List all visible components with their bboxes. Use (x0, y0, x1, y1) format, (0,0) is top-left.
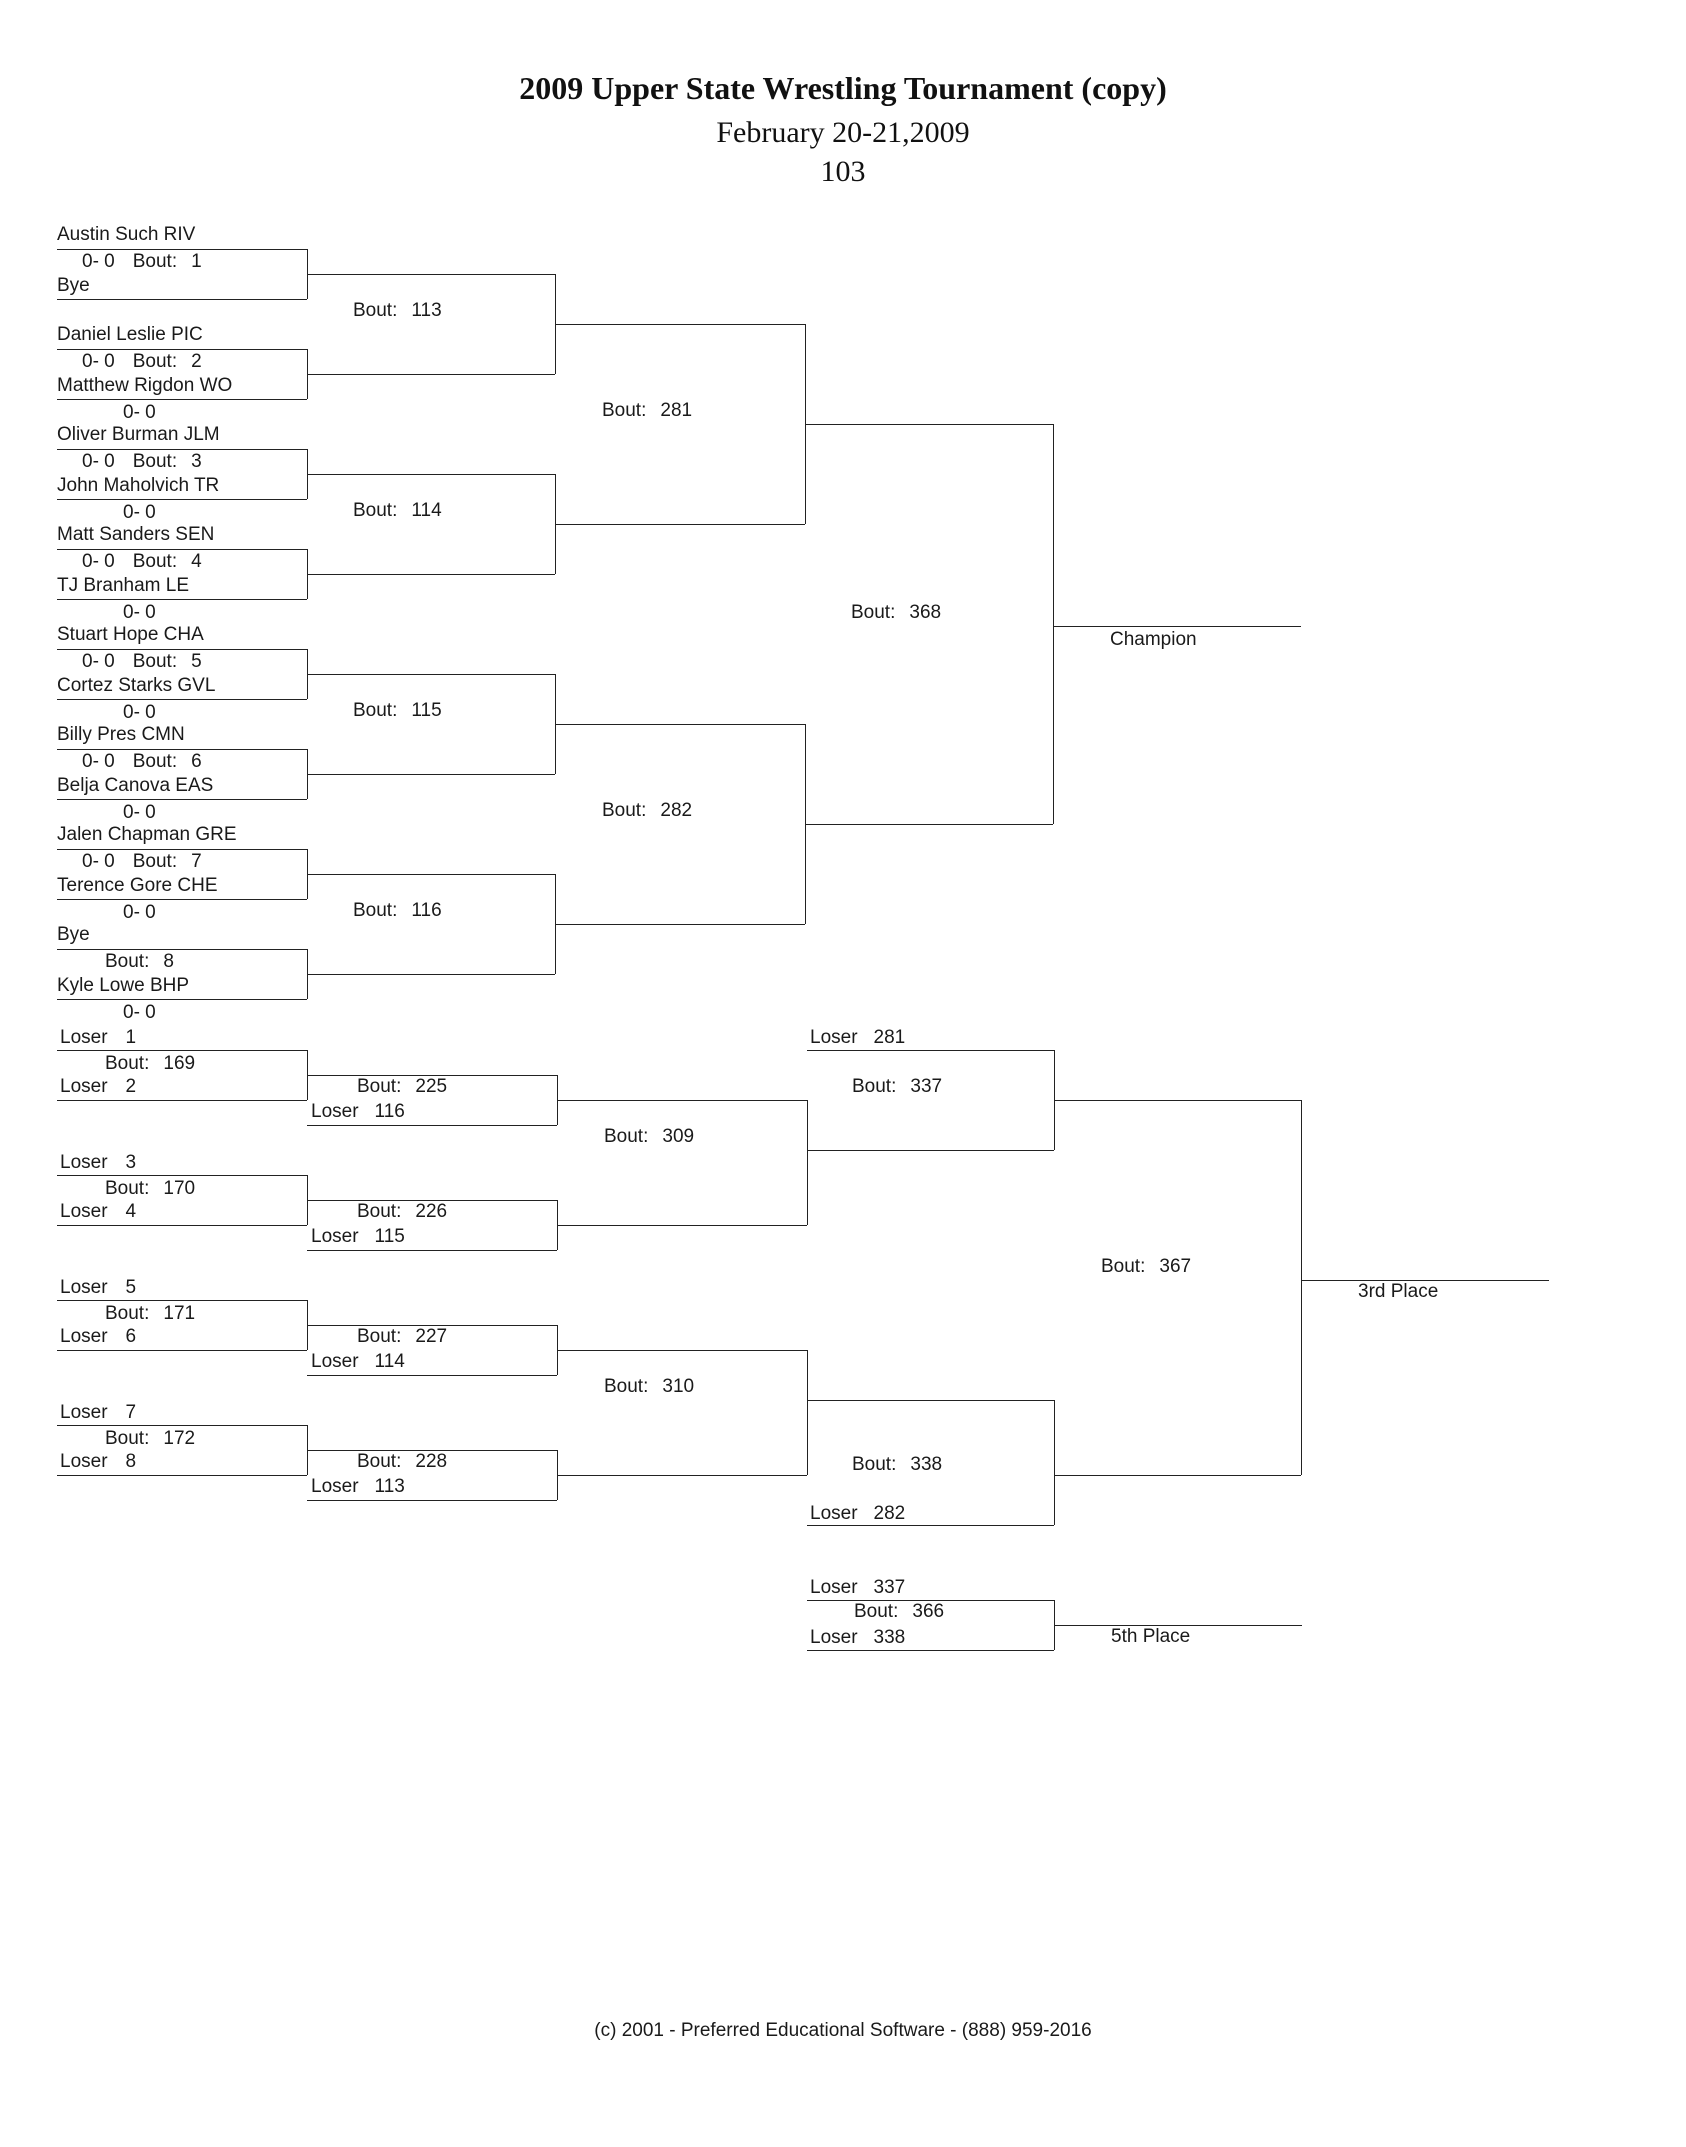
first-round-bottom-line (57, 699, 307, 700)
first-round-record: 0- 0 (123, 802, 156, 823)
first-round-top-wrestler: Jalen Chapman GRE (57, 824, 237, 845)
consolation-third-bout-label: Bout: 309 (604, 1126, 695, 1147)
consolation-semi-bracket-side (1054, 1400, 1055, 1525)
first-round-bottom-wrestler: TJ Branham LE (57, 575, 189, 596)
consolation-first-top-loser: Loser 1 (60, 1027, 137, 1048)
first-round-bottom-line (57, 899, 307, 900)
consolation-second-loser: Loser 116 (311, 1101, 405, 1122)
quarterfinal-bout-label: Bout: 116 (353, 900, 442, 921)
consolation-first-bout-label: Bout: 171 (105, 1303, 196, 1324)
first-round-bottom-wrestler: Kyle Lowe BHP (57, 975, 190, 996)
consolation-first-top-loser: Loser 5 (60, 1277, 137, 1298)
fifth-place-bottom-line (807, 1650, 1054, 1651)
fifth-place-bout-label: Bout: 366 (854, 1601, 945, 1622)
third-place-bracket-side (1301, 1100, 1302, 1475)
first-round-top-line (57, 349, 307, 350)
consolation-first-bout-label: Bout: 169 (105, 1053, 196, 1074)
consolation-second-bottom-line (307, 1125, 557, 1126)
consolation-first-bottom-line (57, 1350, 307, 1351)
consolation-semi-bottom-line (807, 1525, 1054, 1526)
consolation-second-bottom-line (307, 1375, 557, 1376)
semifinal-bottom-line (555, 524, 805, 525)
consolation-first-bout-label: Bout: 170 (105, 1178, 196, 1199)
consolation-third-bottom-line (557, 1225, 807, 1226)
consolation-second-bottom-line (307, 1250, 557, 1251)
quarterfinal-top-line (307, 474, 555, 475)
first-round-top-wrestler: Bye (57, 924, 90, 945)
consolation-second-loser: Loser 114 (311, 1351, 405, 1372)
first-round-top-wrestler: Stuart Hope CHA (57, 624, 204, 645)
first-round-top-wrestler: Daniel Leslie PIC (57, 324, 203, 345)
third-place-bottom-line (1054, 1475, 1301, 1476)
tournament-title: 2009 Upper State Wrestling Tournament (copy) (519, 70, 1167, 106)
first-round-record: 0- 0 (123, 402, 156, 423)
weight-class: 103 (820, 155, 866, 188)
consolation-first-bottom-line (57, 1100, 307, 1101)
first-round-bout-label: 0- 0 Bout: 2 (82, 351, 202, 372)
consolation-semi-bout-label: Bout: 338 (852, 1454, 943, 1475)
consolation-first-bottom-line (57, 1475, 307, 1476)
consolation-first-top-loser: Loser 7 (60, 1402, 137, 1423)
first-round-top-wrestler: Oliver Burman JLM (57, 424, 220, 445)
quarterfinal-bout-label: Bout: 113 (353, 300, 442, 321)
quarterfinal-bout-label: Bout: 114 (353, 500, 442, 521)
first-round-top-wrestler: Matt Sanders SEN (57, 524, 215, 545)
consolation-first-top-line (57, 1175, 307, 1176)
final-bottom-line (805, 824, 1053, 825)
first-round-bottom-wrestler: Cortez Starks GVL (57, 675, 216, 696)
first-round-bottom-line (57, 499, 307, 500)
first-round-top-line (57, 949, 307, 950)
first-round-bout-label: 0- 0 Bout: 4 (82, 551, 202, 572)
first-round-record: 0- 0 (123, 1002, 156, 1023)
first-round-top-line (57, 549, 307, 550)
first-round-top-line (57, 649, 307, 650)
consolation-third-top-line (557, 1350, 807, 1351)
first-round-bout-label: Bout: 8 (105, 951, 174, 972)
consolation-semi-loser: Loser 281 (810, 1027, 906, 1048)
semifinal-top-line (555, 324, 805, 325)
consolation-first-bottom-loser: Loser 6 (60, 1326, 137, 1347)
first-round-bottom-wrestler: Belja Canova EAS (57, 775, 214, 796)
champion-label: Champion (1110, 629, 1197, 650)
quarterfinal-top-line (307, 674, 555, 675)
consolation-second-bout-label: Bout: 225 (357, 1076, 448, 1097)
first-round-top-line (57, 849, 307, 850)
consolation-third-bottom-line (557, 1475, 807, 1476)
consolation-first-bottom-loser: Loser 4 (60, 1201, 137, 1222)
quarterfinal-bottom-line (307, 374, 555, 375)
first-round-bottom-wrestler: John Maholvich TR (57, 475, 220, 496)
first-round-top-line (57, 749, 307, 750)
first-round-bottom-wrestler: Bye (57, 275, 90, 296)
first-round-bout-label: 0- 0 Bout: 1 (82, 251, 202, 272)
third-place-top-line (1054, 1100, 1301, 1101)
consolation-first-bout-label: Bout: 172 (105, 1428, 196, 1449)
first-round-record: 0- 0 (123, 602, 156, 623)
quarterfinal-top-line (307, 874, 555, 875)
first-round-bout-label: 0- 0 Bout: 7 (82, 851, 202, 872)
quarterfinal-bottom-line (307, 574, 555, 575)
first-round-top-line (57, 449, 307, 450)
first-round-top-line (57, 249, 307, 250)
consolation-third-bout-label: Bout: 310 (604, 1376, 695, 1397)
semifinal-bottom-line (555, 924, 805, 925)
fifth-place-label: 5th Place (1111, 1626, 1191, 1647)
consolation-second-bottom-line (307, 1500, 557, 1501)
consolation-first-bottom-line (57, 1225, 307, 1226)
first-round-top-wrestler: Billy Pres CMN (57, 724, 185, 745)
consolation-third-top-line (557, 1100, 807, 1101)
first-round-bout-label: 0- 0 Bout: 5 (82, 651, 202, 672)
quarterfinal-top-line (307, 274, 555, 275)
champion-line (1053, 626, 1301, 627)
first-round-bottom-line (57, 799, 307, 800)
quarterfinal-bottom-line (307, 774, 555, 775)
consolation-first-top-loser: Loser 3 (60, 1152, 137, 1173)
first-round-bottom-line (57, 299, 307, 300)
consolation-first-top-line (57, 1300, 307, 1301)
semifinal-bout-label: Bout: 281 (602, 400, 693, 421)
first-round-record: 0- 0 (123, 902, 156, 923)
consolation-semi-top-line (807, 1400, 1054, 1401)
first-round-bout-label: 0- 0 Bout: 6 (82, 751, 202, 772)
consolation-first-top-line (57, 1425, 307, 1426)
quarterfinal-bottom-line (307, 974, 555, 975)
consolation-first-top-line (57, 1050, 307, 1051)
first-round-record: 0- 0 (123, 502, 156, 523)
consolation-second-bout-label: Bout: 228 (357, 1451, 448, 1472)
consolation-semi-top-line (807, 1050, 1054, 1051)
tournament-date: February 20-21,2009 (716, 116, 970, 149)
footer-copyright: (c) 2001 - Preferred Educational Software - (888) 959-2016 (594, 2020, 1092, 2041)
first-round-bottom-line (57, 599, 307, 600)
quarterfinal-bout-label: Bout: 115 (353, 700, 442, 721)
consolation-second-loser: Loser 113 (311, 1476, 405, 1497)
fifth-place-top-loser: Loser 337 (810, 1577, 906, 1598)
consolation-semi-loser: Loser 282 (810, 1503, 906, 1524)
first-round-bottom-line (57, 999, 307, 1000)
first-round-record: 0- 0 (123, 702, 156, 723)
final-bout-label: Bout: 368 (851, 602, 942, 623)
consolation-third-bracket-side (807, 1100, 808, 1225)
first-round-bottom-wrestler: Terence Gore CHE (57, 875, 218, 896)
first-round-bottom-wrestler: Matthew Rigdon WO (57, 375, 233, 396)
consolation-second-bout-label: Bout: 226 (357, 1201, 448, 1222)
semifinal-bout-label: Bout: 282 (602, 800, 693, 821)
consolation-semi-bout-label: Bout: 337 (852, 1076, 943, 1097)
final-bracket-side (1053, 424, 1054, 824)
first-round-top-wrestler: Austin Such RIV (57, 224, 196, 245)
third-place-label: 3rd Place (1358, 1281, 1439, 1302)
third-place-bout-label: Bout: 367 (1101, 1256, 1192, 1277)
fifth-place-bottom-loser: Loser 338 (810, 1627, 906, 1648)
consolation-second-loser: Loser 115 (311, 1226, 405, 1247)
first-round-bottom-line (57, 399, 307, 400)
first-round-bout-label: 0- 0 Bout: 3 (82, 451, 202, 472)
consolation-second-bout-label: Bout: 227 (357, 1326, 448, 1347)
consolation-semi-bottom-line (807, 1150, 1054, 1151)
consolation-first-bottom-loser: Loser 8 (60, 1451, 137, 1472)
consolation-first-bottom-loser: Loser 2 (60, 1076, 137, 1097)
consolation-third-bracket-side (807, 1350, 808, 1475)
semifinal-top-line (555, 724, 805, 725)
final-top-line (805, 424, 1053, 425)
